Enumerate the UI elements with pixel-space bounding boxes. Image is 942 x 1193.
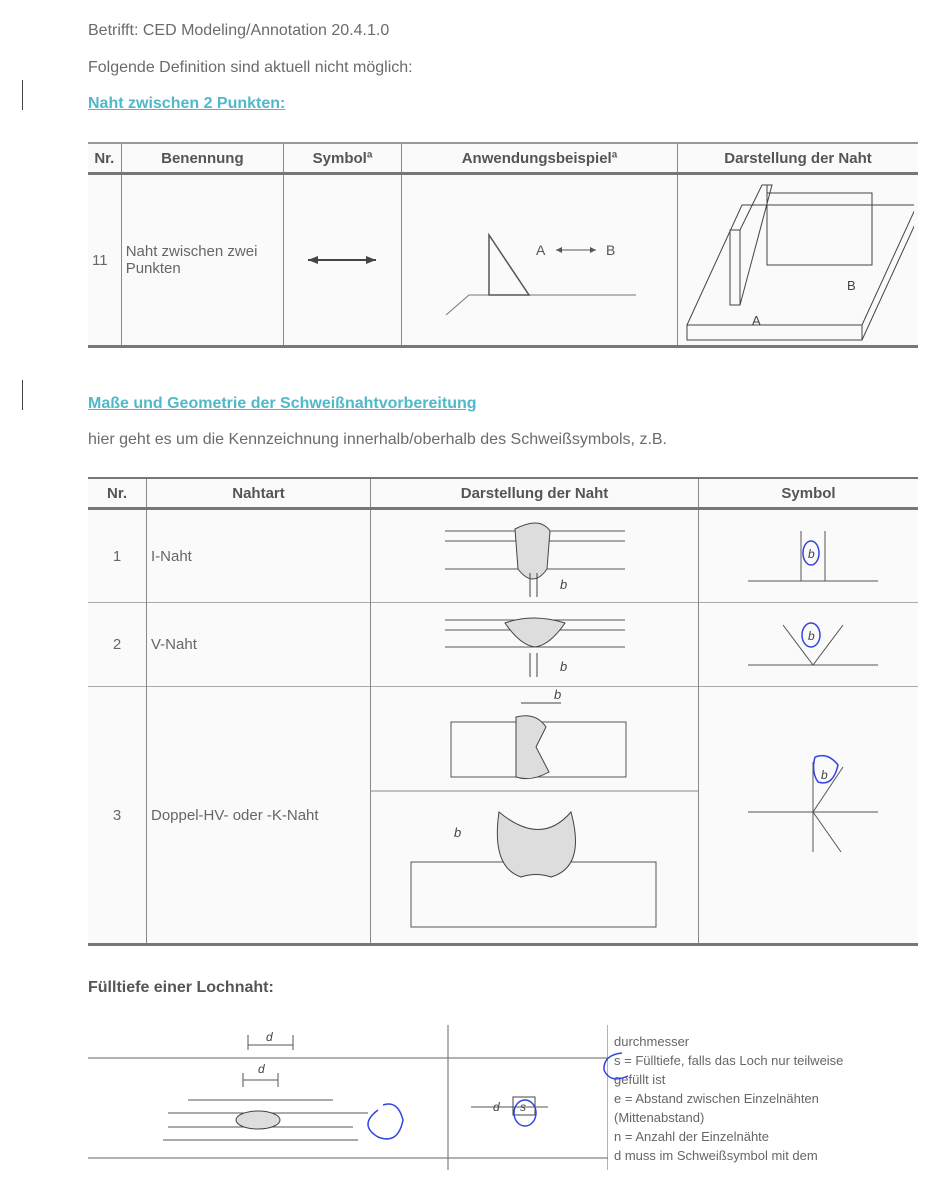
label-a: A xyxy=(536,242,546,258)
col-header: Symbolª xyxy=(284,143,402,174)
col-header: Anwendungsbeispielª xyxy=(402,143,678,174)
svg-text:b: b xyxy=(454,825,462,840)
section-heading-naht[interactable]: Naht zwischen 2 Punkten: xyxy=(88,95,286,112)
legend-line: n = Anzahl der Einzelnähte xyxy=(614,1129,770,1144)
cell-symbol xyxy=(699,603,919,687)
cell-drawing xyxy=(678,174,919,347)
legend-line: gefüllt ist xyxy=(614,1072,666,1087)
table-naht-zwischen-punkten xyxy=(88,142,918,348)
col-header: Darstellung der Naht xyxy=(371,478,699,509)
cell-symbol xyxy=(284,174,402,347)
legend-line: s = Fülltiefe, falls das Loch nur teilweise xyxy=(614,1053,844,1068)
svg-text:b: b xyxy=(560,658,568,674)
cell-nr: 11 xyxy=(88,174,121,347)
table-nahtart xyxy=(88,477,918,946)
cell-nr: 2 xyxy=(88,603,147,687)
section-heading-fuelltiefe: Fülltiefe einer Lochnaht: xyxy=(88,979,274,996)
svg-text:B: B xyxy=(847,278,856,293)
lochnaht-drawing xyxy=(88,1025,608,1170)
col-header: Benennung xyxy=(121,143,283,174)
subject-line: Betrifft: CED Modeling/Annotation 20.4.1.0 xyxy=(88,22,390,39)
cell-nr: 3 xyxy=(88,687,147,945)
cell-symbol xyxy=(699,687,919,945)
svg-text:d: d xyxy=(258,1062,265,1076)
cell-name: Naht zwischen zwei Punkten xyxy=(121,174,283,347)
weld-example-drawing xyxy=(406,175,672,345)
label-b: B xyxy=(606,242,616,258)
col-header: Nr. xyxy=(88,143,121,174)
legend-text xyxy=(614,1032,843,1164)
col-header: Symbol xyxy=(699,478,919,509)
cell-drawing xyxy=(371,603,699,687)
double-arrow-icon xyxy=(288,250,396,270)
note-line: Folgende Definition sind aktuell nicht möglich: xyxy=(88,59,413,76)
svg-text:b: b xyxy=(808,628,815,643)
table-row xyxy=(88,174,918,347)
svg-text:s: s xyxy=(520,1100,526,1114)
cell-name: I-Naht xyxy=(147,509,371,603)
cell-name: V-Naht xyxy=(147,603,371,687)
cell-nr: 1 xyxy=(88,509,147,603)
col-header: Nahtart xyxy=(147,478,371,509)
svg-text:d: d xyxy=(493,1100,500,1114)
svg-text:b: b xyxy=(821,768,828,782)
legend-line: d muss im Schweißsymbol mit dem xyxy=(614,1148,818,1163)
legend-line: e = Abstand zwischen Einzelnähten xyxy=(614,1091,819,1106)
section-text: hier geht es um die Kennzeichnung innerhalb/oberhalb des Schweißsymbols, z.B. xyxy=(88,431,667,448)
svg-text:A: A xyxy=(752,313,761,328)
svg-text:d: d xyxy=(266,1030,273,1044)
cell-name: Doppel-HV- oder -K-Naht xyxy=(147,687,371,945)
text-cursor xyxy=(22,380,23,410)
text-cursor xyxy=(22,80,23,110)
legend-line: durchmesser xyxy=(614,1034,690,1049)
svg-text:b: b xyxy=(554,687,562,702)
cell-drawing xyxy=(371,687,699,945)
cell-symbol xyxy=(699,509,919,603)
col-header: Darstellung der Naht xyxy=(678,143,919,174)
svg-text:b: b xyxy=(808,547,815,561)
svg-text:b: b xyxy=(560,577,568,592)
handwritten-circle-annotation xyxy=(600,1050,640,1086)
table-row xyxy=(88,687,918,945)
legend-line: (Mittenabstand) xyxy=(614,1110,705,1125)
table-row xyxy=(88,603,918,687)
col-header: Nr. xyxy=(88,478,147,509)
weld-3d-drawing xyxy=(682,175,914,345)
cell-example xyxy=(402,174,678,347)
cell-drawing xyxy=(371,509,699,603)
section-heading-masse[interactable]: Maße und Geometrie der Schweißnahtvorbereitung xyxy=(88,395,477,412)
table-row xyxy=(88,509,918,603)
